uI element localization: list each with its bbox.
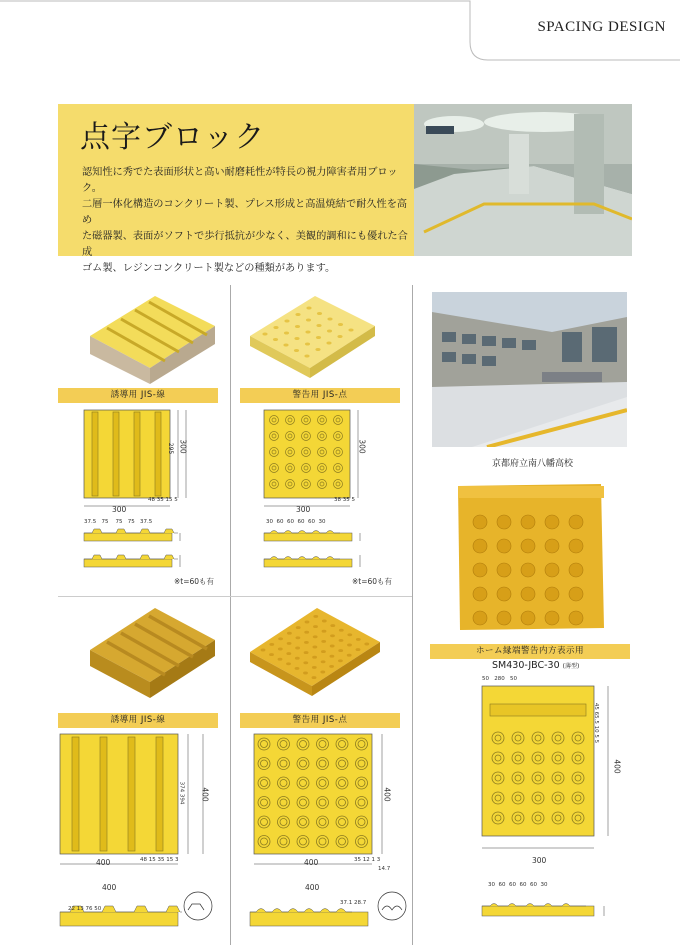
dot-icon bbox=[269, 653, 274, 656]
dot-icon bbox=[306, 306, 311, 309]
dot-icon bbox=[321, 650, 326, 653]
platform-section bbox=[480, 892, 630, 932]
dot-icon bbox=[321, 660, 326, 663]
dot-icon bbox=[521, 563, 535, 577]
dot-icon bbox=[521, 587, 535, 601]
dot-icon bbox=[497, 611, 511, 625]
dims-top: 400 bbox=[305, 883, 320, 892]
dim-width: 400 bbox=[96, 858, 111, 867]
dims-top: 30 60 60 60 60 30 bbox=[266, 519, 326, 525]
dot-icon bbox=[364, 643, 369, 646]
dot-icon bbox=[278, 637, 283, 640]
dot-icon bbox=[295, 657, 300, 660]
dot-icon bbox=[316, 336, 321, 339]
dot-icon bbox=[278, 658, 283, 661]
dot-icon bbox=[545, 563, 559, 577]
dot-icon bbox=[283, 343, 288, 346]
dot-icon bbox=[569, 515, 583, 529]
dot-icon bbox=[327, 317, 332, 320]
intro-text bbox=[82, 165, 412, 277]
dot-icon bbox=[569, 611, 583, 625]
dot-icon bbox=[521, 611, 535, 625]
dot-icon bbox=[497, 539, 511, 553]
warning-400-section bbox=[240, 890, 410, 945]
dims-bottom: 48 35 15 5 bbox=[148, 497, 178, 503]
dot-icon bbox=[337, 335, 342, 338]
dot-icon bbox=[286, 662, 291, 665]
dot-icon bbox=[497, 587, 511, 601]
guidance-400-photo bbox=[85, 600, 220, 708]
dim-width: 400 bbox=[304, 858, 319, 867]
dim-width: 300 bbox=[112, 505, 127, 514]
product-label: 誘導用 JIS-線 bbox=[58, 388, 218, 403]
dot-icon bbox=[330, 645, 335, 648]
dim-inner: 374 394 bbox=[178, 781, 185, 805]
dot-icon bbox=[313, 625, 318, 628]
product-label: 誘導用 JIS-線 bbox=[58, 713, 218, 728]
product-label: 警告用 JIS-点 bbox=[240, 713, 400, 728]
dot-icon bbox=[261, 649, 266, 652]
dim-inner: 295 bbox=[167, 442, 175, 455]
dot-icon bbox=[347, 654, 352, 657]
dims-side: 45 65.5 10 5 5 bbox=[593, 702, 600, 744]
model-code: SM430-JBC-30 bbox=[492, 660, 560, 671]
dot-icon bbox=[327, 329, 332, 332]
dot-icon bbox=[304, 354, 309, 357]
dot-icon bbox=[569, 539, 583, 553]
dot-icon bbox=[287, 632, 292, 635]
dot-icon bbox=[313, 646, 318, 649]
dot-icon bbox=[356, 638, 361, 641]
dot-icon bbox=[305, 621, 310, 624]
dim-height: 400 bbox=[200, 787, 210, 802]
intro-line: ゴム製、レジンコンクリート製などの種類があります。 bbox=[82, 263, 336, 274]
header-title: SPACING DESIGN bbox=[537, 19, 666, 35]
dot-icon bbox=[295, 647, 300, 650]
warning-tile-photo bbox=[245, 288, 380, 388]
dot-icon bbox=[278, 648, 283, 651]
product-label: 警告用 JIS-点 bbox=[240, 388, 400, 403]
dot-icon bbox=[338, 659, 343, 662]
model-note: (薄型) bbox=[562, 663, 580, 670]
dot-icon bbox=[313, 615, 318, 618]
dot-icon bbox=[284, 331, 289, 334]
dot-icon bbox=[521, 539, 535, 553]
dot-icon bbox=[339, 639, 344, 642]
intro-title: 点字ブロック bbox=[80, 120, 266, 155]
dims-section: 22 13 76 50 bbox=[68, 906, 102, 912]
dot-icon bbox=[286, 652, 291, 655]
dims-bottom: 30 60 60 60 60 30 bbox=[488, 882, 548, 888]
dim-width: 300 bbox=[532, 856, 547, 865]
dims-top: 400 bbox=[102, 883, 117, 892]
dot-icon bbox=[338, 323, 343, 326]
dot-icon bbox=[338, 649, 343, 652]
dot-icon bbox=[347, 644, 352, 647]
dot-icon bbox=[330, 634, 335, 637]
dot-icon bbox=[317, 312, 322, 315]
intro-line: 二層一体化構造のコンクリート製、プレス形成と高温焼結で耐久性を高め bbox=[82, 199, 408, 226]
dot-icon bbox=[545, 539, 559, 553]
dot-icon bbox=[312, 676, 317, 679]
dot-icon bbox=[320, 671, 325, 674]
station-photo bbox=[414, 104, 632, 256]
dot-icon bbox=[545, 587, 559, 601]
dot-icon bbox=[330, 655, 335, 658]
dot-icon bbox=[284, 319, 289, 322]
dot-icon bbox=[303, 661, 308, 664]
model-name bbox=[492, 660, 579, 671]
warning-400-drawing bbox=[252, 732, 402, 872]
guidance-tile-photo bbox=[85, 288, 220, 388]
dot-icon bbox=[294, 337, 299, 340]
dims-bottom: 38 35 5 bbox=[334, 497, 355, 503]
dot-icon bbox=[322, 630, 327, 633]
guidance-400-drawing bbox=[58, 732, 218, 872]
dot-icon bbox=[545, 611, 559, 625]
dot-icon bbox=[294, 349, 299, 352]
dot-icon bbox=[304, 641, 309, 644]
dot-icon bbox=[303, 672, 308, 675]
guidance-300-section bbox=[82, 527, 192, 577]
dot-icon bbox=[347, 633, 352, 636]
dot-icon bbox=[348, 328, 353, 331]
column-divider bbox=[412, 285, 413, 945]
dot-icon bbox=[304, 631, 309, 634]
warning-400-photo bbox=[245, 600, 385, 710]
dot-icon bbox=[305, 330, 310, 333]
dot-icon bbox=[497, 563, 511, 577]
dims-bottom: 48 15 35 15 3 bbox=[140, 857, 179, 863]
dot-icon bbox=[569, 587, 583, 601]
dot-icon bbox=[473, 515, 487, 529]
dot-icon bbox=[521, 515, 535, 529]
dims-side: 14.7 bbox=[378, 866, 391, 872]
dot-icon bbox=[262, 332, 267, 335]
dims-bottom: 35 12 1 3 bbox=[354, 857, 381, 863]
warning-300-drawing bbox=[262, 408, 372, 513]
dot-icon bbox=[306, 318, 311, 321]
dot-icon bbox=[312, 656, 317, 659]
note: ※t=60も有 bbox=[174, 577, 215, 586]
dim-height: 300 bbox=[178, 439, 188, 454]
dim-height: 300 bbox=[357, 439, 367, 454]
dot-icon bbox=[287, 642, 292, 645]
dot-icon bbox=[329, 665, 334, 668]
dot-icon bbox=[545, 515, 559, 529]
dot-icon bbox=[305, 342, 310, 345]
intro-line: 認知性に秀でた表面形状と高い耐磨耗性が特長の視力障害者用ブロック。 bbox=[82, 167, 398, 194]
dot-icon bbox=[295, 313, 300, 316]
dims-top: 37.5 75 75 75 37.5 bbox=[84, 519, 153, 525]
dims-section: 37.1 28.7 bbox=[340, 900, 367, 906]
note: ※t=60も有 bbox=[352, 577, 393, 586]
dot-icon bbox=[497, 515, 511, 529]
dot-icon bbox=[313, 635, 318, 638]
product-label: ホーム縁端警告内方表示用 bbox=[430, 644, 630, 659]
dot-icon bbox=[269, 643, 274, 646]
dot-icon bbox=[339, 629, 344, 632]
dot-icon bbox=[473, 587, 487, 601]
dim-height: 400 bbox=[382, 787, 392, 802]
column-divider bbox=[230, 285, 231, 945]
dot-icon bbox=[295, 325, 300, 328]
dim-width: 300 bbox=[296, 505, 311, 514]
dot-icon bbox=[295, 667, 300, 670]
dot-icon bbox=[569, 563, 583, 577]
dot-icon bbox=[473, 611, 487, 625]
platform-drawing bbox=[480, 684, 630, 869]
dot-icon bbox=[304, 651, 309, 654]
dot-icon bbox=[326, 341, 331, 344]
guidance-400-section bbox=[58, 890, 228, 945]
dot-icon bbox=[330, 624, 335, 627]
dot-icon bbox=[316, 324, 321, 327]
dims-top: 50 280 50 bbox=[482, 676, 517, 682]
dot-icon bbox=[273, 326, 278, 329]
dot-icon bbox=[273, 338, 278, 341]
school-photo bbox=[432, 292, 627, 447]
photo-caption: 京都府立南八幡高校 bbox=[492, 459, 574, 469]
dot-icon bbox=[312, 666, 317, 669]
warning-300-section bbox=[262, 527, 372, 577]
platform-tile-photo bbox=[456, 482, 606, 632]
dot-icon bbox=[321, 640, 326, 643]
dot-icon bbox=[473, 563, 487, 577]
dot-icon bbox=[315, 348, 320, 351]
dot-icon bbox=[473, 539, 487, 553]
intro-line: た磁器製、表面がソフトで歩行抵抗が少なく、美観的調和にも優れた合成 bbox=[82, 231, 408, 258]
row-divider bbox=[58, 596, 412, 597]
dot-icon bbox=[296, 626, 301, 629]
dim-height: 400 bbox=[612, 759, 622, 774]
dot-icon bbox=[356, 648, 361, 651]
dot-icon bbox=[322, 620, 327, 623]
dot-icon bbox=[296, 636, 301, 639]
